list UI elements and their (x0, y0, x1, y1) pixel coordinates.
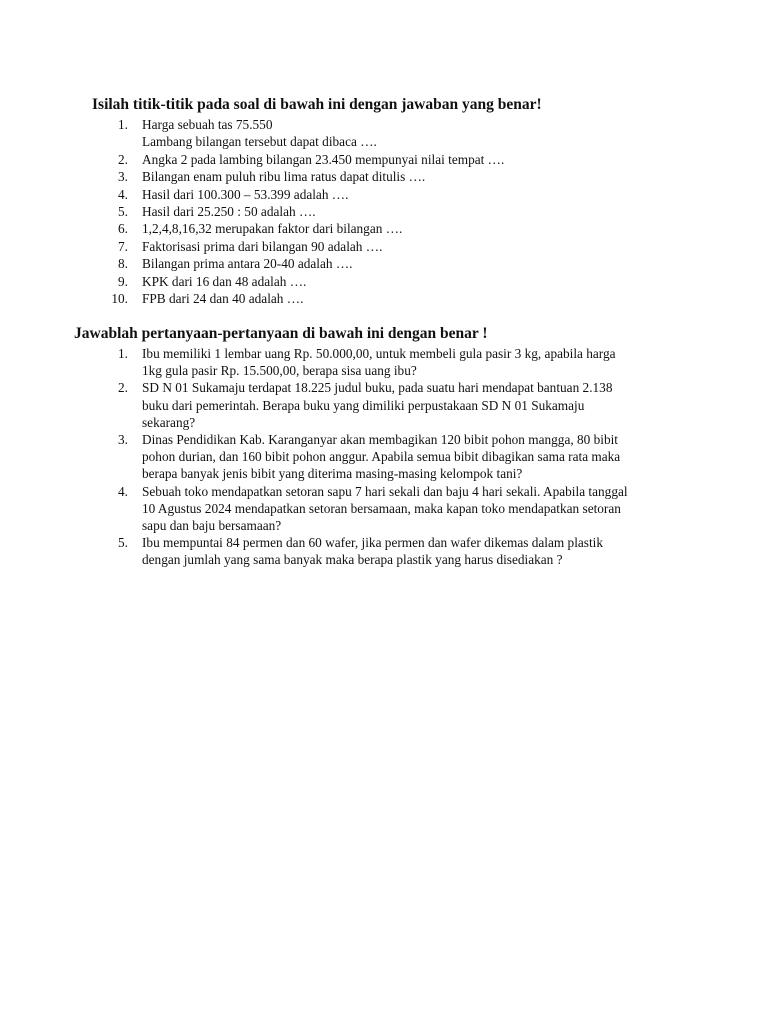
question-text-line: 10 Agustus 2024 mendapatkan setoran bersamaan, maka kapan toko mendapatkan setoran (142, 500, 621, 516)
question-item (108, 220, 688, 237)
question-number: 2. (118, 380, 128, 396)
question-number: 9. (118, 273, 128, 289)
question-text-line: KPK dari 16 dan 48 adalah …. (142, 273, 307, 289)
question-text-line: Sebuah toko mendapatkan setoran sapu 7 hari sekali dan baju 4 hari sekali. Apabila tanggal (142, 483, 628, 499)
question-text-line: Ibu memiliki 1 lembar uang Rp. 50.000,00, untuk membeli gula pasir 3 kg, apabila harga (142, 346, 616, 361)
question-number: 5. (118, 204, 128, 220)
question-item (108, 483, 718, 535)
section2-heading: Jawablah pertanyaan-pertanyaan di bawah ini dengan benar ! (74, 325, 488, 342)
question-number: 1. (118, 117, 128, 132)
question-text-line: berapa banyak jenis bibit yang diterima masing-masing kelompok tani? (142, 466, 523, 482)
question-item (108, 238, 688, 255)
question-item (108, 168, 688, 185)
section2-list (108, 345, 718, 569)
question-text-line: Lambang bilangan tersebut dapat dibaca …. (142, 134, 377, 150)
question-item (108, 151, 688, 168)
question-number: 7. (118, 238, 128, 254)
question-text-line: Bilangan enam puluh ribu lima ratus dapat ditulis …. (142, 169, 426, 185)
question-number: 3. (118, 432, 128, 448)
question-item (108, 255, 688, 272)
question-text-line: Faktorisasi prima dari bilangan 90 adalah …. (142, 238, 383, 254)
question-text-line: buku dari pemerintah. Berapa buku yang dimiliki perpustakaan SD N 01 Sukamaju (142, 397, 585, 413)
question-item (108, 186, 688, 203)
question-number: 4. (118, 483, 128, 499)
question-text-line: FPB dari 24 dan 40 adalah …. (142, 291, 304, 307)
question-item (108, 431, 718, 483)
question-text-line: Bilangan prima antara 20-40 adalah …. (142, 256, 353, 272)
section1-heading: Isilah titik-titik pada soal di bawah ini dengan jawaban yang benar! (92, 96, 542, 113)
question-text-line: Dinas Pendidikan Kab. Karanganyar akan membagikan 120 bibit pohon mangga, 80 bibit (142, 432, 618, 448)
question-item (108, 379, 718, 431)
question-item (108, 290, 688, 307)
question-text-line: Hasil dari 25.250 : 50 adalah …. (142, 204, 316, 220)
question-text-line: Angka 2 pada lambing bilangan 23.450 mempunyai nilai tempat …. (142, 151, 505, 167)
question-item (108, 534, 718, 568)
question-text-line: dengan jumlah yang sama banyak maka berapa plastik yang harus disediakan ? (142, 552, 563, 568)
question-text-line: Hasil dari 100.300 – 53.399 adalah …. (142, 186, 349, 202)
question-number: 3. (118, 169, 128, 185)
question-text-line: SD N 01 Sukamaju terdapat 18.225 judul buku, pada suatu hari mendapat bantuan 2.138 (142, 380, 613, 396)
question-number: 8. (118, 256, 128, 272)
question-item (108, 345, 718, 379)
question-text-line: Harga sebuah tas 75.550 (142, 117, 273, 132)
section1-list (108, 116, 688, 307)
question-number: 6. (118, 221, 128, 237)
question-text-line: sapu dan baju bersamaan? (142, 518, 282, 534)
question-text-line: pohon durian, dan 160 bibit pohon anggur. Apabila semua bibit dibagikan sama rata maka (142, 449, 621, 465)
question-number: 2. (118, 151, 128, 167)
question-item (108, 273, 688, 290)
question-number: 1. (118, 346, 128, 361)
question-number: 4. (118, 186, 128, 202)
question-text-line: Ibu mempuntai 84 permen dan 60 wafer, jika permen dan wafer dikemas dalam plastik (142, 535, 604, 551)
question-text-line: sekarang? (142, 414, 196, 430)
question-item (108, 116, 688, 151)
question-text-line: 1,2,4,8,16,32 merupakan faktor dari bilangan …. (142, 221, 403, 237)
question-number: 5. (118, 535, 128, 551)
question-text-line: 1kg gula pasir Rp. 15.500,00, berapa sisa uang ibu? (142, 363, 417, 379)
question-item (108, 203, 688, 220)
question-number: 10. (111, 291, 128, 307)
